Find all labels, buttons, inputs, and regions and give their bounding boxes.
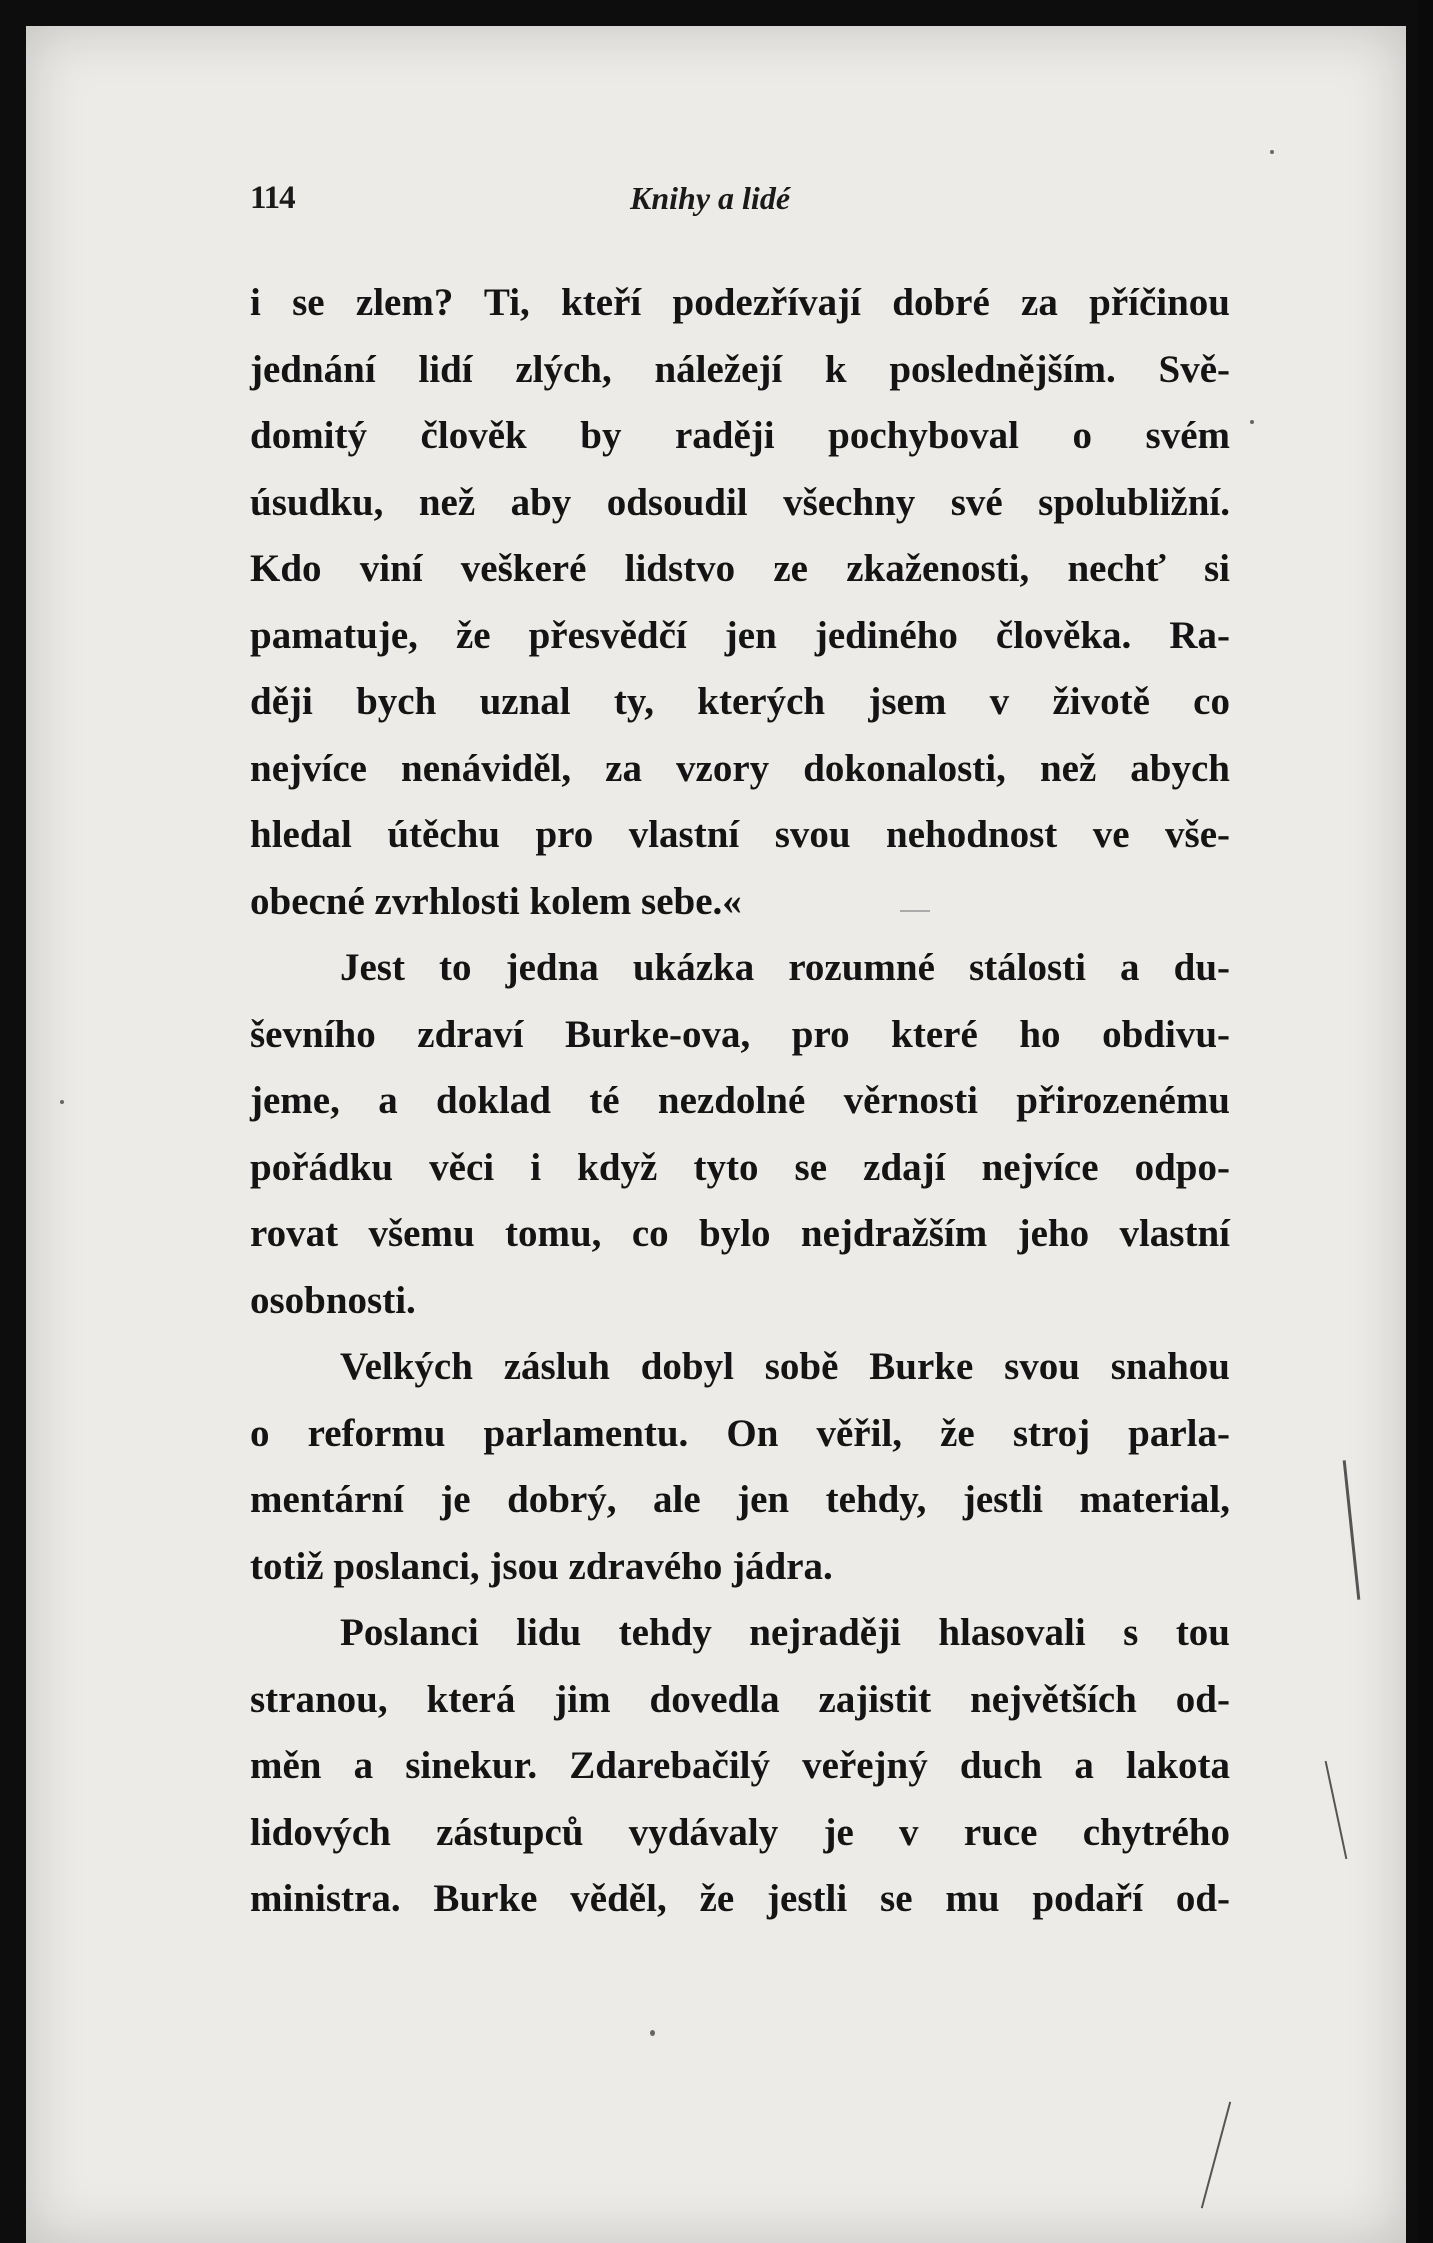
text-line: o reformu parlamentu. On věřil, že stroj parla- (250, 1411, 1230, 1455)
speck (1270, 150, 1274, 154)
paragraph (250, 1334, 1230, 1600)
text-line: totiž poslanci, jsou zdravého jádra. (250, 1544, 833, 1588)
paragraph (250, 935, 1230, 1334)
running-title: Knihy a lidé (630, 180, 791, 216)
text-line: pamatuje, že přesvědčí jen jediného člověka. Ra- (250, 613, 1230, 657)
text-line: lidových zástupců vydávaly je v ruce chytrého (250, 1810, 1230, 1854)
text-line: ševního zdraví Burke-ova, pro které ho obdivu- (250, 1012, 1230, 1056)
text-line: úsudku, než aby odsoudil všechny své spolubližní. (250, 480, 1230, 524)
page-number: 114 (250, 180, 295, 216)
text-line: rovat všemu tomu, co bylo nejdražším jeho vlastní (250, 1212, 1230, 1255)
text-line: jednání lidí zlých, náležejí k poslednějším. Svě- (250, 347, 1230, 391)
text-line: Poslanci lidu tehdy nejraději hlasovali s tou (340, 1611, 1230, 1654)
text-line: stranou, která jim dovedla zajistit největších od- (250, 1677, 1230, 1721)
text-line: pořádku věci i když tyto se zdají nejvíce odpo- (250, 1145, 1230, 1189)
text-line: Jest to jedna ukázka rozumné stálosti a du- (340, 946, 1230, 989)
text-line: domitý člověk by raději pochyboval o svém (250, 414, 1230, 457)
speck (1250, 420, 1254, 424)
text-line: obecné zvrhlosti kolem sebe.« (250, 879, 742, 923)
paragraph (250, 270, 1230, 935)
text-line: osobnosti. (250, 1278, 416, 1322)
text-line: ministra. Burke věděl, že jestli se mu podaří od- (250, 1877, 1230, 1920)
text-line: ději bych uznal ty, kterých jsem v životě co (250, 680, 1230, 723)
text-line: mentární je dobrý, ale jen tehdy, jestli material, (250, 1478, 1230, 1521)
speck (650, 2030, 655, 2036)
text-line: Kdo viní veškeré lidstvo ze zkaženosti, nechť si (250, 547, 1230, 590)
text-line: Velkých zásluh dobyl sobě Burke svou snahou (340, 1345, 1230, 1388)
page-edge-shadow (1419, 0, 1433, 2243)
text-line: nejvíce nenáviděl, za vzory dokonalosti, než abych (250, 746, 1230, 790)
paragraph (250, 1600, 1230, 1933)
text-line: hledal útěchu pro vlastní svou nehodnost ve vše- (250, 813, 1230, 856)
body-text (250, 270, 1230, 1933)
text-line: i se zlem? Ti, kteří podezřívají dobré za příčinou (250, 281, 1230, 324)
text-line: měn a sinekur. Zdarebačilý veřejný duch a lakota (250, 1744, 1230, 1787)
speck (60, 1100, 64, 1104)
page-header (220, 180, 1230, 230)
text-line: jeme, a doklad té nezdolné věrnosti přirozenému (250, 1079, 1230, 1122)
